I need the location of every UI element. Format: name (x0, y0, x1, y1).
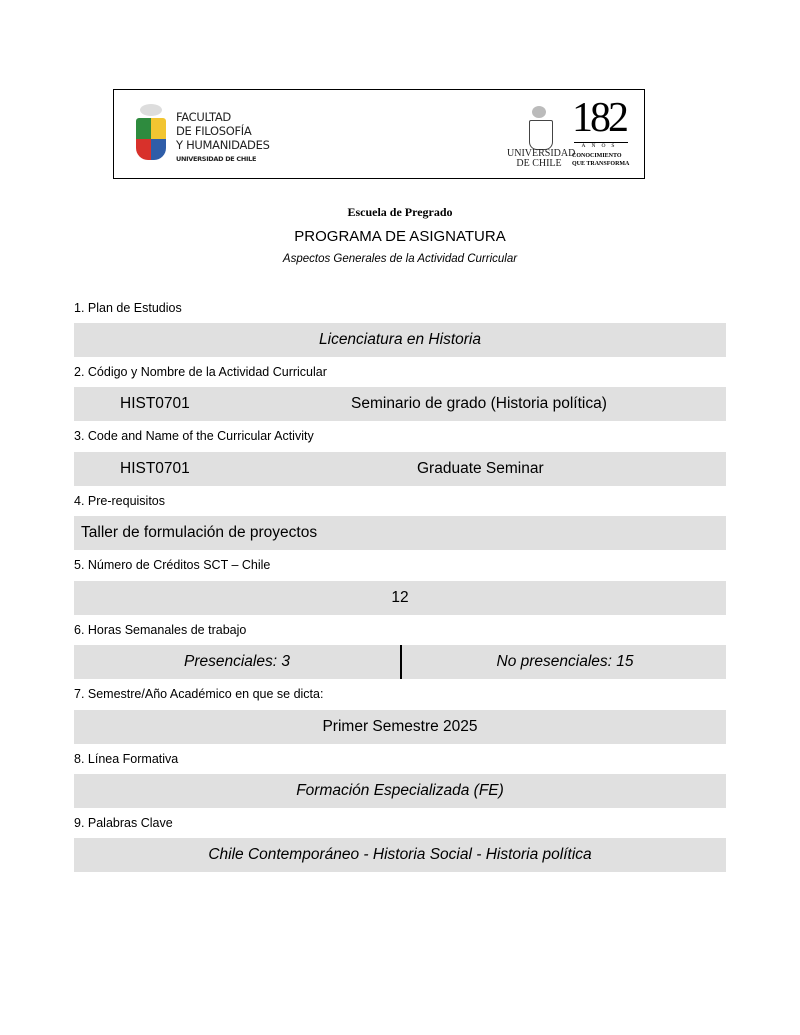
horas-label: 6. Horas Semanales de trabajo (74, 623, 247, 637)
anniversary-tagline (572, 152, 629, 168)
faculty-line: Y HUMANIDADES (176, 138, 270, 152)
uchile-line: UNIVERSIDAD (507, 148, 576, 159)
creditos-value: 12 (74, 581, 726, 615)
prereq-value: Taller de formulación de proyectos (74, 516, 726, 550)
plan-label: 1. Plan de Estudios (74, 301, 182, 315)
uchile-name (507, 148, 576, 169)
semestre-value: Primer Semestre 2025 (74, 710, 726, 744)
document-title: PROGRAMA DE ASIGNATURA (294, 228, 506, 245)
course-code-en: HIST0701 (120, 460, 190, 477)
plan-value: Licenciatura en Historia (74, 323, 726, 357)
course-name-en: Graduate Seminar (417, 460, 544, 477)
course-code: HIST0701 (120, 395, 190, 412)
document-subtitle: Aspectos Generales de la Actividad Curricular (282, 253, 518, 265)
header-banner (113, 89, 645, 179)
horas-no-presenciales: No presenciales: 15 (496, 653, 634, 670)
school-name: Escuela de Pregrado (347, 205, 453, 219)
prereq-label: 4. Pre-requisitos (74, 494, 166, 508)
semestre-label: 7. Semestre/Año Académico en que se dicta: (74, 687, 324, 701)
sun-icon (532, 106, 546, 118)
anniversary-number: 182 (572, 95, 626, 141)
faculty-line: FACULTAD (176, 110, 231, 124)
uchile-shield-logo (529, 120, 553, 150)
creditos-label: 5. Número de Créditos SCT – Chile (74, 558, 271, 572)
faculty-crest-logo (136, 118, 166, 160)
anniversary-years: AÑOS (574, 142, 628, 149)
star-icon (140, 104, 162, 116)
linea-value: Formación Especializada (FE) (74, 774, 726, 808)
palabras-value: Chile Contemporáneo - Historia Social - Historia política (74, 838, 726, 872)
horas-presenciales: Presenciales: 3 (184, 653, 290, 670)
code-en-box (74, 452, 726, 486)
code-en-label: 3. Code and Name of the Curricular Activity (74, 429, 314, 443)
course-name: Seminario de grado (Historia política) (351, 395, 607, 412)
horas-box (74, 645, 726, 679)
palabras-label: 9. Palabras Clave (74, 816, 173, 830)
faculty-university: UNIVERSIDAD DE CHILE (176, 155, 257, 163)
linea-label: 8. Línea Formativa (74, 752, 179, 766)
codigo-label: 2. Código y Nombre de la Actividad Curricular (74, 365, 327, 379)
tagline-line: QUE TRANSFORMA (572, 161, 630, 167)
codigo-box (74, 387, 726, 421)
uchile-line: DE CHILE (516, 158, 562, 169)
faculty-name (176, 110, 270, 166)
faculty-line: DE FILOSOFÍA (176, 124, 252, 138)
tagline-line: CONOCIMIENTO (572, 153, 622, 159)
